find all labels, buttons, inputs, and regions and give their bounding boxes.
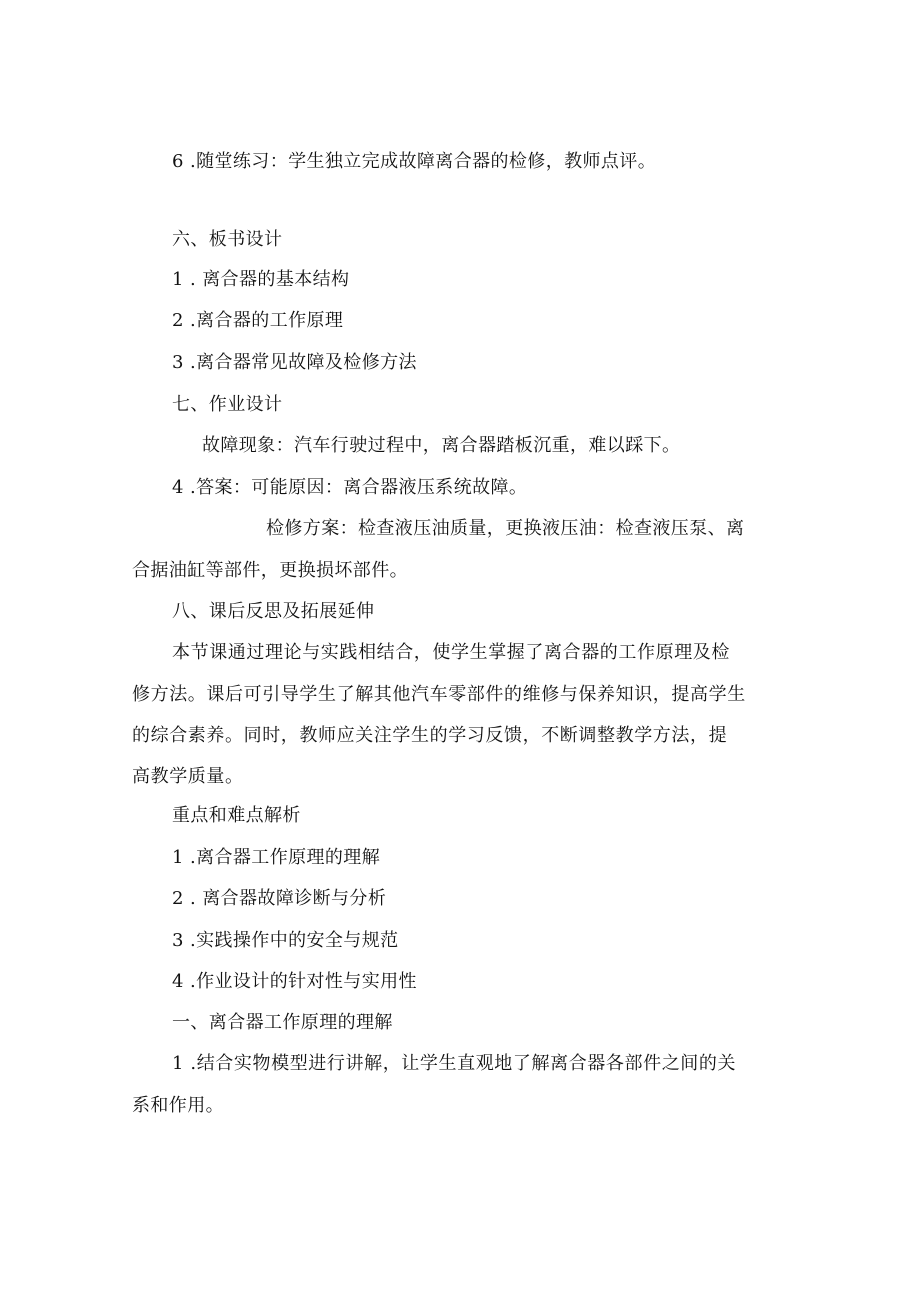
- practice-item-6: 6 .随堂练习：学生独立完成故障离合器的检修，教师点评。: [172, 151, 657, 172]
- section-heading-reflection: 八、课后反思及拓展延伸: [172, 601, 375, 622]
- reflection-paragraph-line-3: 的综合素养。同时，教师应关注学生的学习反馈，不断调整教学方法，提: [132, 725, 728, 746]
- reflection-paragraph-line-2: 修方法。课后可引导学生了解其他汽车零部件的维修与保养知识，提高学生: [132, 684, 746, 705]
- board-item-3: 3 .离合器常见故障及检修方法: [172, 352, 417, 373]
- board-item-2: 2 .离合器的工作原理: [172, 310, 344, 331]
- principle-item-1: 1 .结合实物模型进行讲解，让学生直观地了解离合器各部件之间的关: [172, 1053, 737, 1074]
- principle-item-1-continued: 系和作用。: [132, 1095, 224, 1116]
- key-point-2: 2 . 离合器故障诊断与分析: [172, 888, 387, 909]
- key-point-3: 3 .实践操作中的安全与规范: [172, 930, 399, 951]
- section-heading-homework: 七、作业设计: [172, 394, 283, 415]
- reflection-paragraph-line-4: 高教学质量。: [132, 766, 244, 787]
- key-point-1: 1 .离合器工作原理的理解: [172, 847, 381, 868]
- key-point-4: 4 .作业设计的针对性与实用性: [172, 971, 417, 992]
- answer-item-4: 4 .答案：可能原因：离合器液压系统故障。: [172, 477, 528, 498]
- section-heading-principle: 一、离合器工作原理的理解: [172, 1012, 393, 1033]
- section-heading-key-points: 重点和难点解析: [172, 805, 301, 826]
- fault-symptom: 故障现象：汽车行驶过程中，离合器踏板沉重，难以踩下。: [202, 435, 681, 456]
- repair-plan-continued: 合据油缸等部件，更换损坏部件。: [132, 560, 408, 581]
- board-item-1: 1 . 离合器的基本结构: [172, 269, 350, 290]
- repair-plan: 检修方案：检查液压油质量，更换液压油：检查液压泵、离: [266, 518, 745, 539]
- reflection-paragraph-line-1: 本节课通过理论与实践相结合，使学生掌握了离合器的工作原理及检: [172, 642, 730, 663]
- section-heading-board-design: 六、板书设计: [172, 229, 283, 250]
